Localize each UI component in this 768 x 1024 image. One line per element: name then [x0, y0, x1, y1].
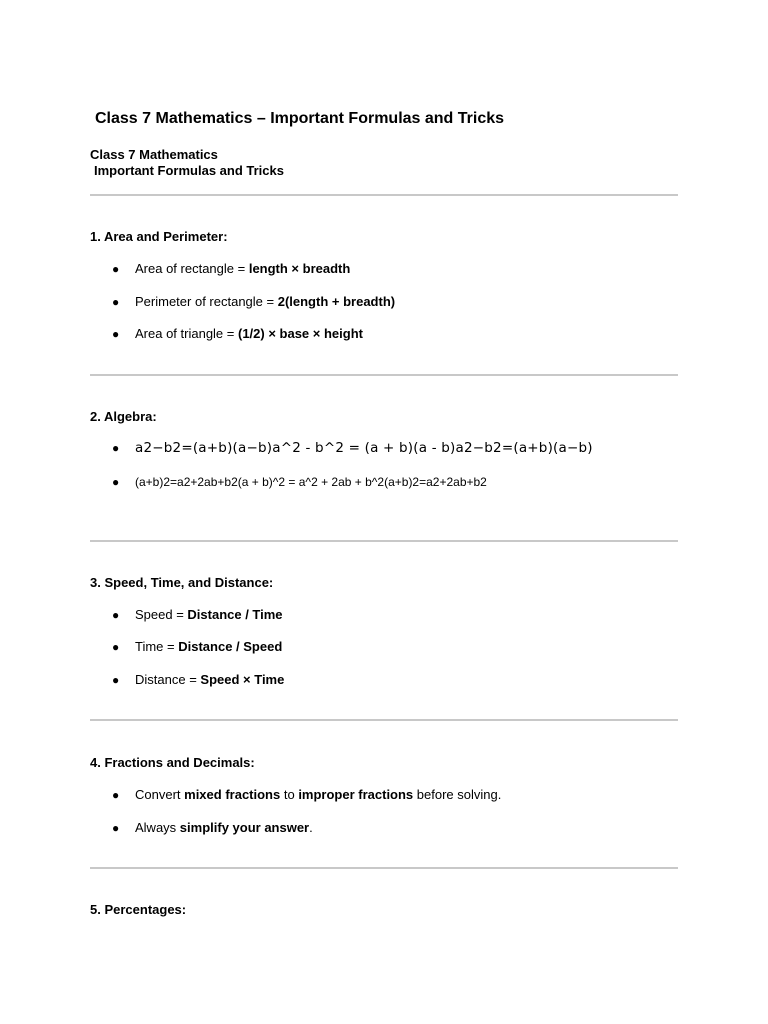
item-formula: 2(length + breadth)	[277, 294, 396, 309]
bullet-icon: ●	[112, 821, 120, 835]
divider	[90, 194, 678, 196]
item-formula: (1/2) × base × height	[237, 326, 363, 341]
item-formula: a2−b2=(a+b)(a−b)a^2 - b^2 = (a + b)(a - b)a2−b2=(a+b)(a−b)	[135, 440, 593, 456]
subtitle-line-2: Important Formulas and Tricks	[94, 163, 284, 178]
list-item	[112, 326, 363, 341]
divider	[90, 374, 678, 376]
item-text: Distance =	[135, 672, 201, 687]
item-text: before solving.	[413, 787, 502, 802]
item-text: .	[309, 820, 313, 835]
list-item	[112, 639, 282, 654]
divider	[90, 867, 678, 869]
item-text: to	[280, 787, 299, 802]
bullet-icon: ●	[112, 295, 120, 309]
item-text: Speed =	[135, 607, 188, 622]
section-heading-speed-time-distance: 3. Speed, Time, and Distance:	[90, 575, 274, 590]
list-item	[112, 475, 487, 489]
section-heading-area-perimeter: 1. Area and Perimeter:	[90, 229, 228, 244]
item-text: Perimeter of rectangle =	[135, 294, 278, 309]
section-heading-percentages: 5. Percentages:	[90, 902, 187, 917]
item-text: Always	[135, 820, 180, 835]
list-item	[112, 440, 593, 456]
list-item	[112, 672, 284, 687]
item-formula: Distance / Speed	[178, 639, 283, 654]
divider	[90, 719, 678, 721]
list-item	[112, 820, 313, 835]
document-title: Class 7 Mathematics – Important Formulas and Tricks	[95, 110, 505, 127]
item-formula: Speed × Time	[200, 672, 285, 687]
item-formula: (a+b)2=a2+2ab+b2(a + b)^2 = a^2 + 2ab + b^2(a+b)2=a2+2ab+b2	[135, 475, 487, 489]
list-item	[112, 294, 395, 309]
bullet-icon: ●	[112, 262, 120, 276]
item-formula: Distance / Time	[187, 607, 283, 622]
item-text: Area of rectangle =	[135, 261, 249, 276]
item-emphasis: improper fractions	[298, 787, 414, 802]
bullet-icon: ●	[112, 640, 120, 654]
bullet-icon: ●	[112, 327, 120, 341]
list-item	[112, 787, 501, 802]
section-heading-fractions-decimals: 4. Fractions and Decimals:	[90, 755, 255, 770]
section-heading-algebra: 2. Algebra:	[90, 409, 157, 424]
divider	[90, 540, 678, 542]
bullet-icon: ●	[112, 673, 120, 687]
item-emphasis: simplify your answer	[179, 820, 310, 835]
bullet-icon: ●	[112, 441, 120, 455]
item-text: Time =	[135, 639, 179, 654]
bullet-icon: ●	[112, 475, 120, 489]
list-item	[112, 261, 350, 276]
list-item	[112, 607, 283, 622]
item-text: Convert	[135, 787, 185, 802]
item-emphasis: mixed fractions	[184, 787, 281, 802]
bullet-icon: ●	[112, 608, 120, 622]
item-text: Area of triangle =	[135, 326, 238, 341]
item-formula: length × breadth	[248, 261, 351, 276]
subtitle-line-1: Class 7 Mathematics	[90, 147, 218, 162]
bullet-icon: ●	[112, 788, 120, 802]
